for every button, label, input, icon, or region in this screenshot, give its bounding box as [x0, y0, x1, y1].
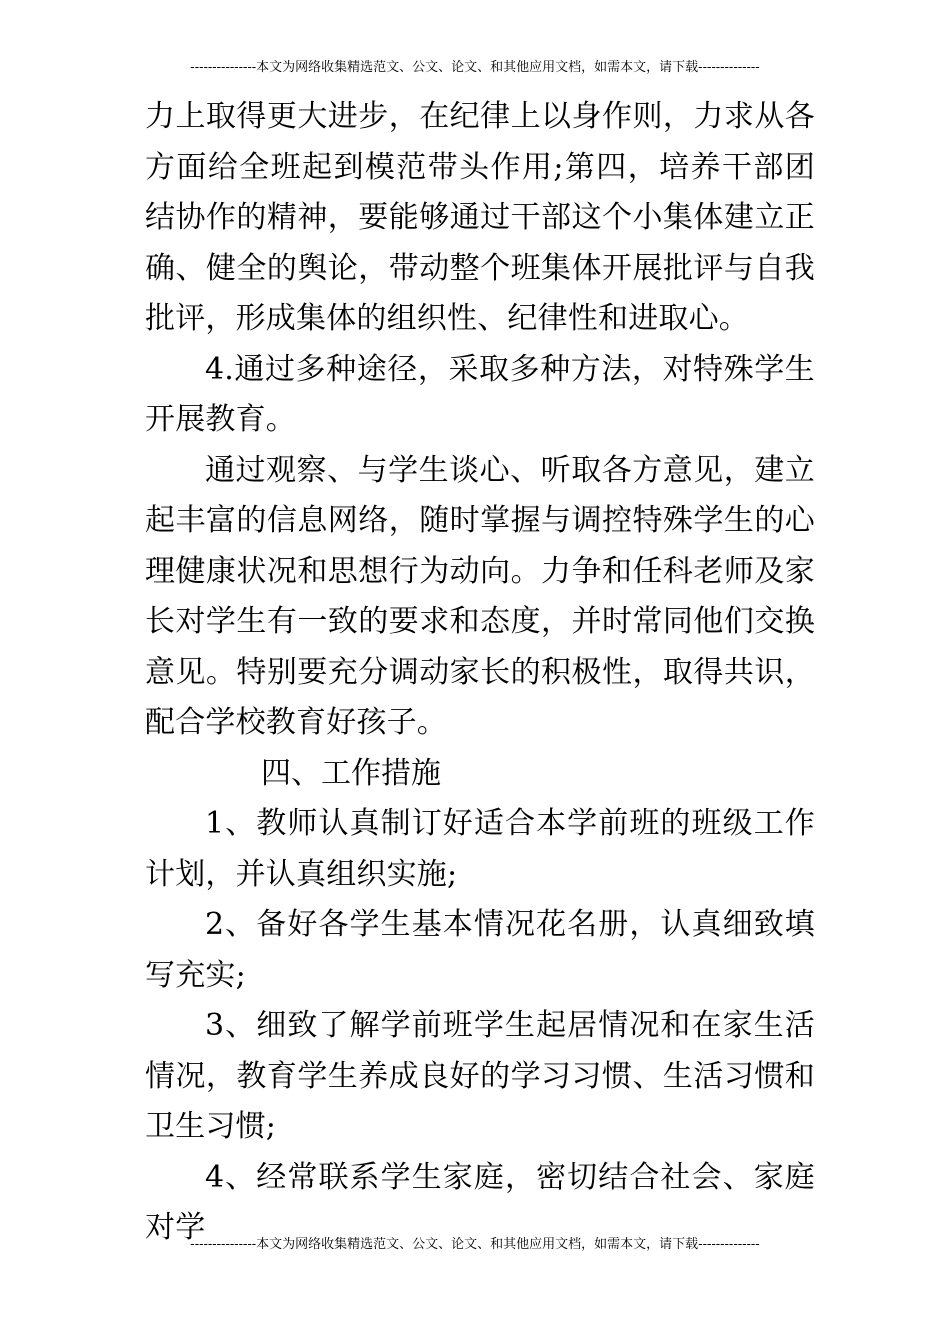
measure-item-4: 4、经常联系学生家庭，密切结合社会、家庭对学: [145, 1159, 815, 1245]
paragraph-continuation: 力上取得更大进步，在纪律上以身作则，力求从各方面给全班起到模范带头作用;第四，培养干部团结协作的精神，要能够通过干部这个小集体建立正确、健全的舆论，带动整个班集体开展批评与自我批评，形成集体的组织性、纪律性和进取心。: [145, 99, 815, 336]
measure-item-3: 3、细致了解学前班学生起居情况和在家生活情况，教育学生养成良好的学习习惯、生活习惯和卫生习惯;: [145, 1008, 815, 1144]
measure-item-1: 1、教师认真制订好适合本学前班的班级工作计划，并认真组织实施;: [145, 806, 815, 892]
document-body: [145, 92, 815, 1254]
section-title: 四、工作措施: [261, 755, 441, 791]
page-header: ---------------本文为网络收集精选范文、公文、论文、和其他应用文档，如需本文，请下载--------------: [190, 60, 760, 75]
paragraph-observation: 通过观察、与学生谈心、听取各方意见，建立起丰富的信息网络，随时掌握与调控特殊学生的心理健康状况和思想行为动向。力争和任科老师及家长对学生有一致的要求和态度，并时常同他们交换意见。特别要充分调动家长的积极性，取得共识，配合学校教育好孩子。: [145, 452, 815, 740]
page-footer: ---------------本文为网络收集精选范文、公文、论文、和其他应用文档，如需本文，请下载--------------: [190, 1237, 760, 1252]
measure-item-2: 2、备好各学生基本情况花名册，认真细致填写充实;: [145, 907, 815, 993]
paragraph-point-4: 4.通过多种途径，采取多种方法，对特殊学生开展教育。: [145, 351, 815, 437]
